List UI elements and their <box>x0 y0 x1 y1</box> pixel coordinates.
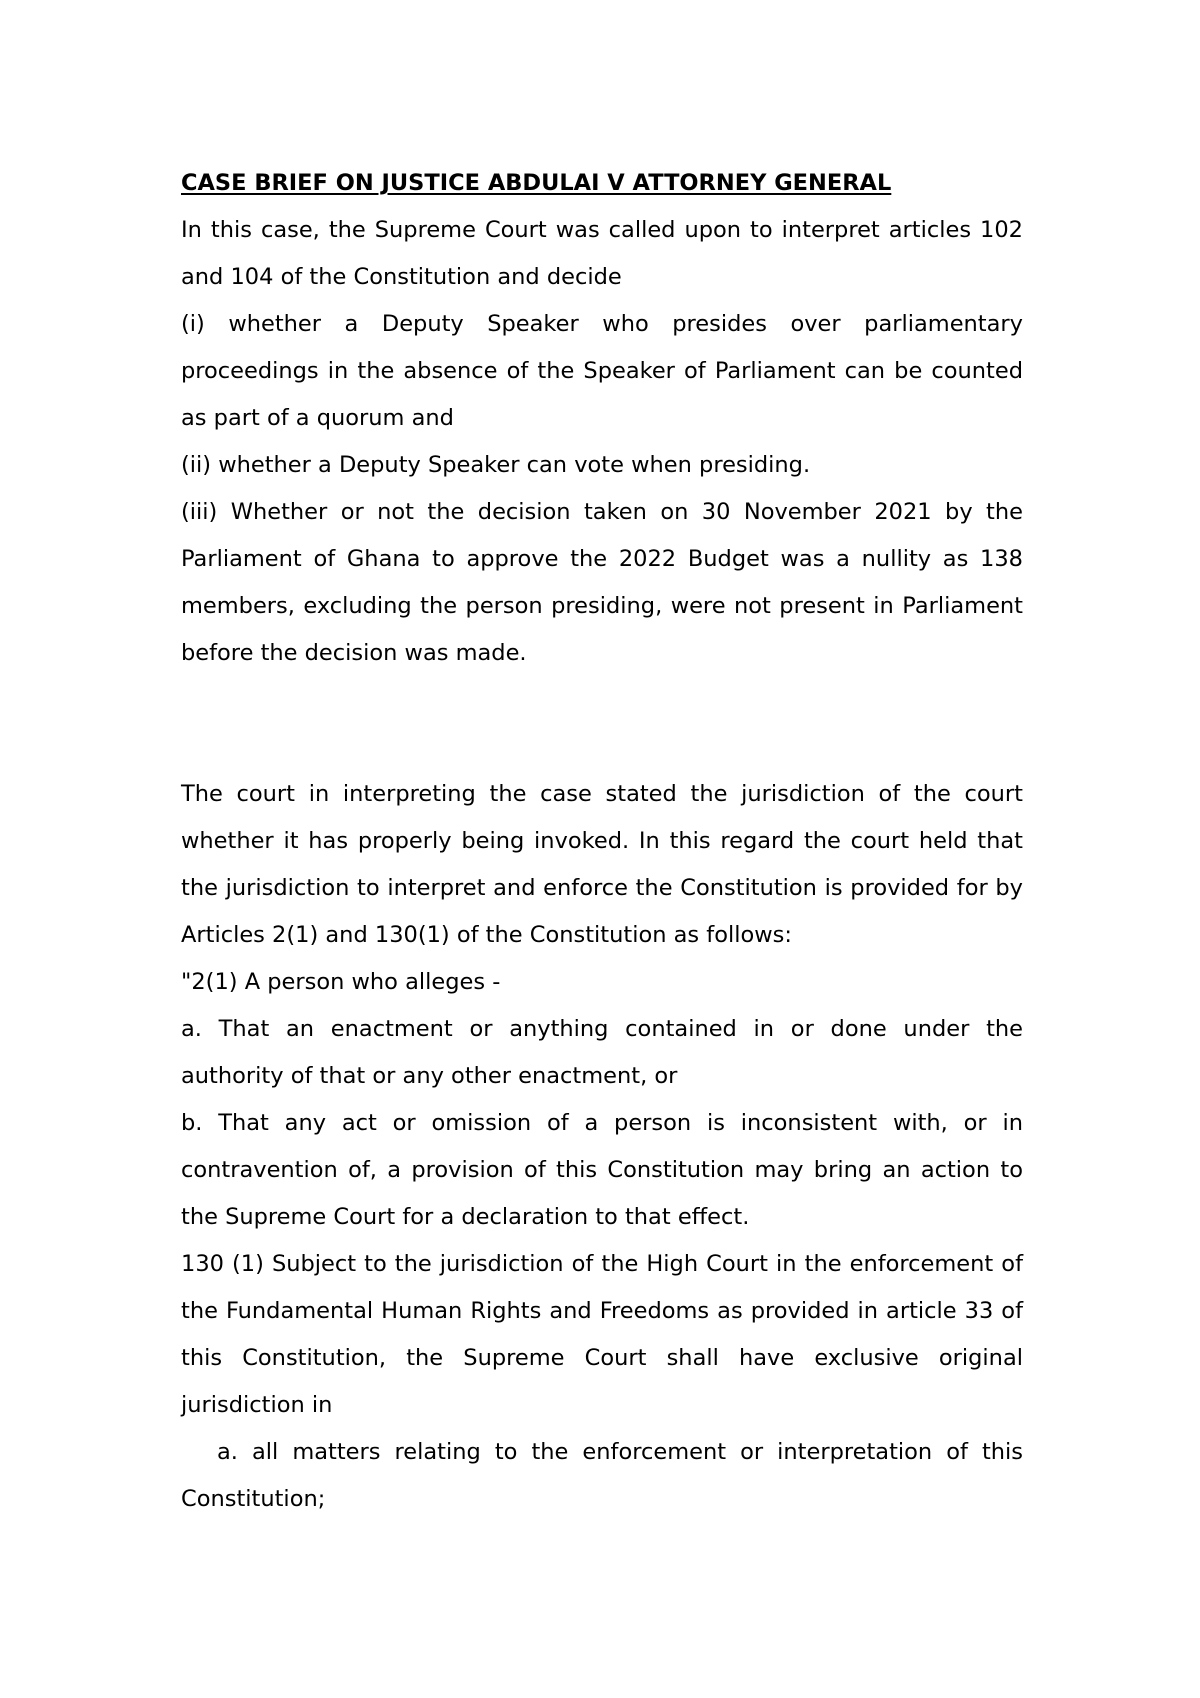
article-2-item-b: b. That any act or omission of a person is inconsistent with, or in contravention of, a provision of this Constitution may bring an action to the Supreme Court for a declaration to that effect. <box>181 1110 1023 1230</box>
document-body <box>181 160 1023 1523</box>
jurisdiction-paragraph: The court in interpreting the case stated the jurisdiction of the court whether it has properly being invoked. In this regard the court held that the jurisdiction to interpret and enforce the Constitution is provided for by Articles 2(1) and 130(1) of the Constitution as follows: <box>181 781 1023 948</box>
document-title: CASE BRIEF ON JUSTICE ABDULAI V ATTORNEY GENERAL <box>181 170 892 196</box>
article-2-heading: "2(1) A person who alleges - <box>181 969 501 995</box>
issue-two: (ii) whether a Deputy Speaker can vote when presiding. <box>181 452 811 478</box>
issue-one: (i) whether a Deputy Speaker who presides over parliamentary proceedings in the absence of the Speaker of Parliament can be counted as part of a quorum and <box>181 311 1023 431</box>
article-130-item-a: a. all matters relating to the enforcement or interpretation of this Constitution; <box>181 1439 1023 1512</box>
article-130-paragraph: 130 (1) Subject to the jurisdiction of the High Court in the enforcement of the Fundamental Human Rights and Freedoms as provided in article 33 of this Constitution, the Supreme Court shall have exclusive original jurisdiction in <box>181 1251 1023 1418</box>
intro-paragraph: In this case, the Supreme Court was called upon to interpret articles 102 and 104 of the Constitution and decide <box>181 217 1023 290</box>
article-2-item-a: a. That an enactment or anything contained in or done under the authority of that or any other enactment, or <box>181 1016 1023 1089</box>
issue-three: (iii) Whether or not the decision taken on 30 November 2021 by the Parliament of Ghana to approve the 2022 Budget was a nullity as 138 members, excluding the person presiding, were not present in Parliament before the decision was made. <box>181 499 1023 666</box>
paragraph-spacer <box>181 677 1023 771</box>
